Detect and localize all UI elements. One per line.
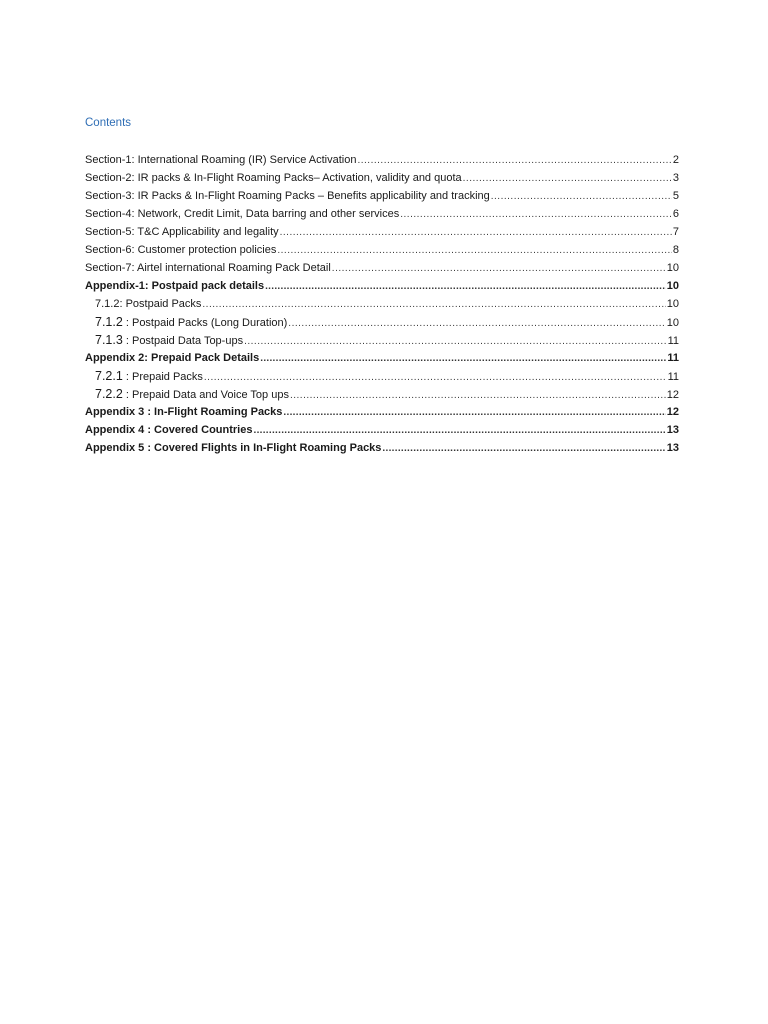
- toc-entry-page-number: 10: [666, 317, 679, 329]
- toc-entry-number: 7.2.1: [95, 369, 123, 383]
- toc-entry-title: [85, 187, 490, 205]
- toc-entry-text: Appendix 2: Prepaid Pack Details: [85, 352, 260, 364]
- toc-entry-number: 7.1.3: [95, 333, 123, 347]
- toc-entry-text: Section-5: T&C Applicability and legality: [85, 226, 279, 238]
- toc-entry-title: [95, 331, 243, 350]
- dot-leader: [491, 188, 672, 206]
- toc-entry-text: : Postpaid Packs: [119, 298, 202, 310]
- toc-entry[interactable]: [85, 385, 679, 403]
- dot-leader: [277, 242, 672, 260]
- dot-leader: [357, 152, 671, 170]
- toc-entry-title: [85, 169, 462, 187]
- dot-leader: [400, 206, 672, 224]
- table-of-contents: [85, 151, 679, 457]
- dot-leader: [288, 315, 665, 333]
- toc-entry-title: [85, 277, 264, 295]
- toc-entry[interactable]: [85, 367, 679, 385]
- dot-leader: [332, 260, 666, 278]
- toc-entry-title: [85, 421, 252, 439]
- toc-entry[interactable]: [85, 313, 679, 331]
- toc-entry-page-number: 7: [672, 226, 679, 238]
- toc-entry-text: : Prepaid Packs: [122, 371, 203, 383]
- toc-entry-text: Section-3: IR Packs & In-Flight Roaming Packs – Benefits applicability and tracking: [85, 190, 490, 202]
- toc-entry-text: Section-1: International Roaming (IR) Service Activation: [85, 154, 357, 166]
- toc-heading: Contents: [85, 117, 132, 129]
- toc-entry-title: [85, 223, 279, 241]
- toc-entry-text: Appendix-1: Postpaid pack details: [85, 280, 265, 292]
- toc-entry-number: 7.1.2: [95, 315, 123, 329]
- toc-entry-page-number: 8: [672, 244, 679, 256]
- toc-entry-title: [95, 367, 203, 386]
- toc-entry-page-number: 11: [667, 335, 679, 347]
- toc-entry-page-number: 11: [667, 371, 679, 383]
- toc-entry-text: Section-4: Network, Credit Limit, Data barring and other services: [85, 208, 400, 220]
- toc-entry[interactable]: [85, 205, 679, 223]
- toc-entry[interactable]: [85, 151, 679, 169]
- toc-entry-text: Section-7: Airtel international Roaming Pack Detail: [85, 262, 331, 274]
- toc-entry-title: [85, 205, 399, 223]
- toc-entry-page-number: 13: [666, 424, 679, 436]
- toc-entry[interactable]: [85, 295, 679, 313]
- dot-leader: [202, 296, 665, 314]
- toc-entry-text: Section-2: IR packs & In-Flight Roaming Packs– Activation, validity and quota: [85, 172, 462, 184]
- toc-entry[interactable]: [85, 349, 679, 367]
- toc-entry[interactable]: [85, 187, 679, 205]
- toc-entry[interactable]: [85, 241, 679, 259]
- toc-entry-title: [85, 259, 331, 277]
- toc-entry-page-number: 13: [666, 442, 679, 454]
- toc-entry[interactable]: [85, 439, 679, 457]
- toc-entry-text: : Prepaid Data and Voice Top ups: [122, 389, 289, 401]
- toc-entry-text: : Postpaid Packs (Long Duration): [122, 317, 288, 329]
- toc-entry-page-number: 2: [672, 154, 679, 166]
- toc-entry-title: [95, 385, 289, 404]
- toc-entry-number: 7.2.2: [95, 387, 123, 401]
- toc-entry-text: Appendix 3 : In-Flight Roaming Packs: [85, 406, 283, 418]
- toc-entry-page-number: 5: [672, 190, 679, 202]
- toc-entry[interactable]: [85, 421, 679, 439]
- dot-leader: [260, 350, 666, 368]
- toc-entry[interactable]: [85, 403, 679, 421]
- toc-entry[interactable]: [85, 169, 679, 187]
- toc-entry-text: Appendix 5 : Covered Flights in In-Flight Roaming Packs: [85, 442, 382, 454]
- toc-entry-page-number: 12: [666, 406, 679, 418]
- toc-entry-text: Section-6: Customer protection policies: [85, 244, 277, 256]
- toc-entry-page-number: 11: [667, 352, 679, 364]
- toc-entry-title: [85, 151, 356, 169]
- toc-entry-title: [85, 241, 276, 259]
- toc-entry-page-number: 6: [672, 208, 679, 220]
- toc-entry-page-number: 10: [666, 280, 679, 292]
- toc-entry[interactable]: [85, 277, 679, 295]
- dot-leader: [463, 170, 672, 188]
- toc-entry-title: [95, 313, 287, 332]
- toc-entry-number: 7.1.2: [95, 298, 120, 310]
- toc-entry-page-number: 3: [672, 172, 679, 184]
- toc-entry-page-number: 10: [666, 298, 679, 310]
- toc-entry-page-number: 12: [666, 389, 679, 401]
- dot-leader: [265, 278, 666, 296]
- toc-entry[interactable]: [85, 331, 679, 349]
- toc-entry-title: [85, 349, 259, 367]
- dot-leader: [382, 440, 665, 458]
- toc-entry-title: [85, 439, 381, 457]
- toc-entry-text: : Postpaid Data Top-ups: [122, 335, 244, 347]
- dot-leader: [290, 387, 666, 405]
- toc-entry-title: [95, 295, 201, 313]
- toc-entry-page-number: 10: [666, 262, 679, 274]
- toc-entry-text: Appendix 4 : Covered Countries: [85, 424, 253, 436]
- dot-leader: [253, 422, 665, 440]
- toc-entry-title: [85, 403, 282, 421]
- dot-leader: [280, 224, 672, 242]
- toc-entry[interactable]: [85, 259, 679, 277]
- dot-leader: [244, 333, 667, 351]
- toc-entry[interactable]: [85, 223, 679, 241]
- dot-leader: [283, 404, 665, 422]
